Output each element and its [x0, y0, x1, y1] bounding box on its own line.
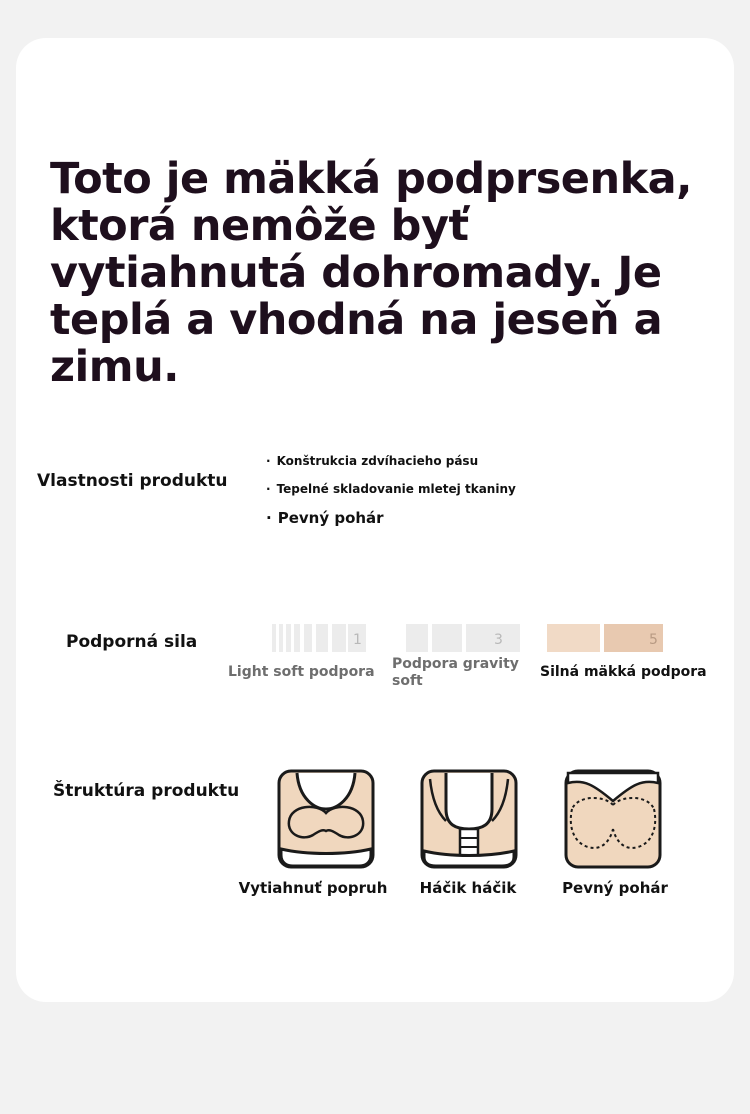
- support-label-5: Silná mäkká podpora: [540, 664, 707, 680]
- hook-bra-icon: [420, 769, 518, 869]
- scale-segment: [547, 624, 600, 652]
- scale-number: 5: [649, 632, 658, 648]
- scale-segment: [316, 624, 328, 652]
- scale-segment: [272, 624, 276, 652]
- support-title: Podporná sila: [66, 632, 198, 652]
- features-list: [266, 452, 516, 528]
- support-label-1: Light soft podpora: [228, 664, 375, 680]
- scale-segment: [466, 624, 520, 652]
- scale-number: 3: [494, 632, 503, 648]
- structure-title: Štruktúra produktu: [53, 781, 240, 801]
- feature-text: Tepelné skladovanie mletej tkaniny: [276, 482, 516, 496]
- scale-segment: [406, 624, 428, 652]
- scale-segment: [432, 624, 462, 652]
- scale-number: 1: [353, 632, 362, 648]
- structure-label: Vytiahnuť popruh: [238, 879, 388, 897]
- scale-segment: [279, 624, 283, 652]
- feature-text: Pevný pohár: [277, 509, 384, 527]
- support-label-line: Podpora gravity: [392, 656, 519, 672]
- features-title: Vlastnosti produktu: [37, 471, 228, 491]
- feature-item: [266, 452, 516, 480]
- bullet: ·: [266, 482, 271, 496]
- support-label-3: [392, 656, 519, 690]
- scale-segment: [286, 624, 291, 652]
- scale-segment: [332, 624, 346, 652]
- scale-segment: [304, 624, 312, 652]
- feature-text: Konštrukcia zdvíhacieho pásu: [276, 454, 479, 468]
- support-scale-1: [272, 624, 366, 652]
- support-scale-5: [547, 624, 663, 652]
- pull-strap-bra-icon: [277, 769, 375, 869]
- scale-segment: [294, 624, 300, 652]
- structure-label: Pevný pohár: [562, 879, 668, 897]
- feature-item: [266, 480, 516, 508]
- firm-cup-bra-icon: [564, 769, 662, 869]
- feature-item: [266, 508, 516, 528]
- bullet: ·: [266, 509, 272, 527]
- structure-label: Háčik háčik: [419, 879, 517, 897]
- headline: Toto je mäkká podprsenka, ktorá nemôže byť vytiahnutá dohromady. Je teplá a vhodná na jeseň a zimu.: [50, 154, 693, 392]
- support-scale-3: [406, 624, 520, 652]
- bullet: ·: [266, 454, 271, 468]
- support-label-line: soft: [392, 673, 423, 689]
